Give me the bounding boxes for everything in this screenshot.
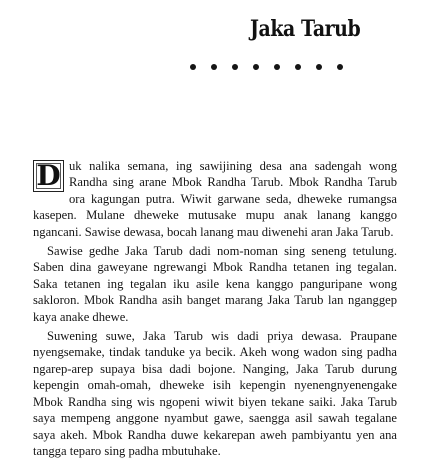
paragraph-1-text: uk nalika semana, ing sawijining desa ana sadengah wong Randha sing arane Mbok Randha Tarub. Mbok Randha Tarub ora kagungan putra. Wiwit garwane seda, dheweke rumangsa kasepen. Mulane dheweke mutusake mupu anak lanang kanggo ngancani. Sawise dewasa, bocah lanang mau diwenehi aran Jaka Tarub. (33, 159, 397, 239)
drop-cap (33, 160, 64, 192)
divider-dot (190, 64, 196, 70)
divider-dot (316, 64, 322, 70)
drop-cap-letter: D (36, 159, 61, 192)
divider-dot (211, 64, 217, 70)
divider-dot (274, 64, 280, 70)
story-body (33, 158, 397, 459)
paragraph-1 (33, 158, 397, 240)
paragraph-3: Suwening suwe, Jaka Tarub wis dadi priya dewasa. Praupane nyengsemake, tindak tanduke ya becik. Akeh wong wadon sing padha ngarep-arep supaya bisa dadi bojone. Nanging, Jaka Tarub durung kepengin omah-omah, dheweke isih kepengin nyenengnyenengake Mbok Randha sing wis ngopeni wiwit biyen tekane saiki. Jaka Tarub saya mempeng anggone nyambut gawe, saengga asil sawah tegalane saya akeh. Mbok Randha duwe kekarepan aweh pambiyantu yen ana tangga teparo sing padha mbutuhake. (33, 329, 397, 458)
ornamental-dot-divider (190, 64, 360, 74)
divider-dot (232, 64, 238, 70)
divider-dot (295, 64, 301, 70)
paragraph-2: Sawise gedhe Jaka Tarub dadi nom-noman sing seneng tetulung. Saben dina gaweyane ngrewangi Mbok Randha tetanen ing tegalan. Saka tetanen ing tegalan iku asile kena kanggo panguripane wong sakloron. Mbok Randha asih banget marang Jaka Tarub lan nganggep kaya anake dhewe. (33, 244, 397, 324)
divider-dot (337, 64, 343, 70)
chapter-title: Jaka Tarub (249, 16, 360, 42)
divider-dot (253, 64, 259, 70)
